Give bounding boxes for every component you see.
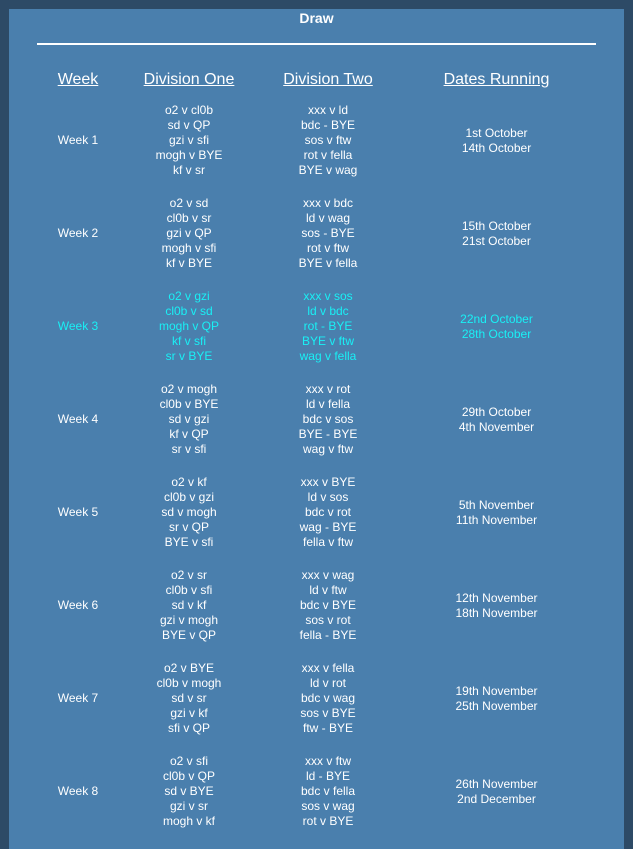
fixture: gzi v sr [169,799,208,813]
fixture: fella v ftw [302,535,353,549]
fixture: ld v wag [305,211,351,225]
division-one-fixtures [129,568,249,643]
week-label-text: Week 3 [57,319,99,333]
division-one-fixtures [129,754,249,829]
fixture: kf v BYE [165,256,212,270]
division-two-fixtures [268,196,388,271]
week-label [48,568,108,643]
fixture: ftw - BYE [302,721,353,735]
fixture: bdc - BYE [300,118,356,132]
date: 21st October [462,233,531,248]
table-row [9,661,624,741]
division-two-fixtures [268,103,388,178]
header-week: Week [57,71,99,88]
fixture: o2 v BYE [163,661,215,675]
table-row [9,568,624,648]
fixture: xxx v wag [301,568,355,582]
fixture: sd v QP [167,118,211,132]
date: 14th October [461,140,532,155]
dates-running [419,475,574,550]
fixture: kf v sr [173,163,205,177]
fixture: sd v kf [171,598,207,612]
dates-running [419,754,574,829]
week-label-text: Week 8 [57,784,99,798]
dates-running [419,382,574,457]
date: 25th November [455,698,538,713]
fixture: o2 v cl0b [164,103,214,117]
fixture: rot v ftw [306,241,349,255]
fixture: sr v BYE [165,349,213,363]
fixture: o2 v mogh [160,382,218,396]
fixture: gzi v mogh [159,613,219,627]
week-label-text: Week 1 [57,133,99,147]
fixture: bdc v sos [302,412,354,426]
fixture: fella - BYE [299,628,357,642]
date: 11th November [455,512,538,527]
division-two-fixtures [268,661,388,736]
fixture: xxx v ld [307,103,348,117]
fixture: BYE v sfi [164,535,214,549]
division-one-fixtures [129,382,249,457]
fixture: wag v fella [299,349,357,363]
date: 2nd December [457,791,536,806]
week-label [48,661,108,736]
fixture: sr v sfi [171,442,207,456]
fixture: sd v gzi [168,412,210,426]
fixture: gzi v sfi [168,133,209,147]
fixture: xxx v ftw [304,754,351,768]
date: 19th November [455,683,538,698]
fixture: xxx v fella [301,661,355,675]
week-label-text: Week 2 [57,226,99,240]
table-row [9,754,624,834]
date: 12th November [455,590,538,605]
fixture: cl0b v sd [165,304,213,318]
fixture: wag v ftw [302,442,353,456]
fixture: sd v mogh [161,505,217,519]
fixture: ld v ftw [309,583,347,597]
fixture: xxx v sos [303,289,353,303]
fixture: ld - BYE [305,769,350,783]
date: 5th November [458,497,535,512]
week-label [48,103,108,178]
page-title: Draw [299,10,334,26]
draw-panel [9,9,624,849]
fixture: kf v sfi [171,334,206,348]
fixture: sos v BYE [300,706,356,720]
fixture: bdc v fella [300,784,356,798]
fixture: o2 v kf [171,475,207,489]
fixture: BYE v QP [161,628,217,642]
fixture: cl0b v gzi [163,490,215,504]
date: 4th November [458,419,535,434]
division-two-fixtures [268,289,388,364]
header-division-two: Division Two [283,71,373,88]
dates-running [419,103,574,178]
header-dates-running: Dates Running [443,71,550,88]
division-two-fixtures [268,475,388,550]
date: 22nd October [460,311,533,326]
fixture: o2 v sr [170,568,207,582]
week-label [48,754,108,829]
fixture: wag - BYE [299,520,357,534]
fixture: xxx v BYE [300,475,356,489]
week-label-text: Week 4 [57,412,99,426]
week-label [48,289,108,364]
division-two-fixtures [268,568,388,643]
fixture: xxx v rot [305,382,351,396]
dates-running [419,661,574,736]
fixture: BYE v ftw [301,334,354,348]
fixture: kf v QP [169,427,209,441]
date: 15th October [461,218,532,233]
date: 1st October [465,125,528,140]
division-two-fixtures [268,754,388,829]
fixture: ld v sos [307,490,349,504]
fixture: bdc v BYE [299,598,357,612]
week-label-text: Week 5 [57,505,99,519]
fixture: BYE - BYE [298,427,358,441]
division-one-fixtures [129,289,249,364]
table-row [9,475,624,555]
fixture: o2 v sfi [169,754,208,768]
division-one-fixtures [129,103,249,178]
fixture: o2 v sd [169,196,209,210]
week-label [48,196,108,271]
table-row [9,103,624,183]
fixture: mogh v kf [162,814,216,828]
fixture: xxx v bdc [302,196,353,210]
fixture: sos v ftw [304,133,352,147]
division-one-fixtures [129,475,249,550]
dates-running [419,196,574,271]
fixture: rot v BYE [302,814,354,828]
dates-running [419,568,574,643]
fixture: sos - BYE [301,226,355,240]
fixture: bdc v rot [304,505,352,519]
fixture: cl0b v BYE [159,397,219,411]
date: 26th November [455,776,538,791]
fixture: ld v rot [309,676,346,690]
header-division-one: Division One [143,71,235,88]
fixture: sd v BYE [164,784,214,798]
fixture: o2 v gzi [168,289,210,303]
fixture: cl0b v mogh [156,676,222,690]
fixture: sr v QP [168,520,209,534]
fixture: sos v rot [305,613,351,627]
fixture: mogh v BYE [155,148,223,162]
fixture: sos v wag [301,799,355,813]
table-row [9,382,624,462]
fixture: rot v fella [303,148,353,162]
date: 29th October [461,404,532,419]
fixture: sfi v QP [167,721,210,735]
fixture: rot - BYE [303,319,353,333]
date: 18th November [455,605,538,620]
fixture: mogh v QP [158,319,220,333]
fixture: sd v sr [171,691,207,705]
week-label [48,382,108,457]
date: 28th October [461,326,532,341]
title-divider [37,43,596,45]
fixture: cl0b v QP [162,769,216,783]
fixture: BYE v fella [298,256,358,270]
division-one-fixtures [129,196,249,271]
division-two-fixtures [268,382,388,457]
week-label-text: Week 6 [57,598,99,612]
fixture: gzi v kf [170,706,208,720]
fixture: gzi v QP [166,226,212,240]
fixture: ld v fella [305,397,351,411]
table-row [9,196,624,276]
dates-running [419,289,574,364]
fixture: cl0b v sfi [165,583,213,597]
fixture: ld v bdc [307,304,349,318]
week-label [48,475,108,550]
fixture: cl0b v sr [166,211,212,225]
fixture: BYE v wag [298,163,358,177]
fixture: mogh v sfi [161,241,217,255]
table-row [9,289,624,369]
division-one-fixtures [129,661,249,736]
fixture: bdc v wag [300,691,356,705]
week-label-text: Week 7 [57,691,99,705]
